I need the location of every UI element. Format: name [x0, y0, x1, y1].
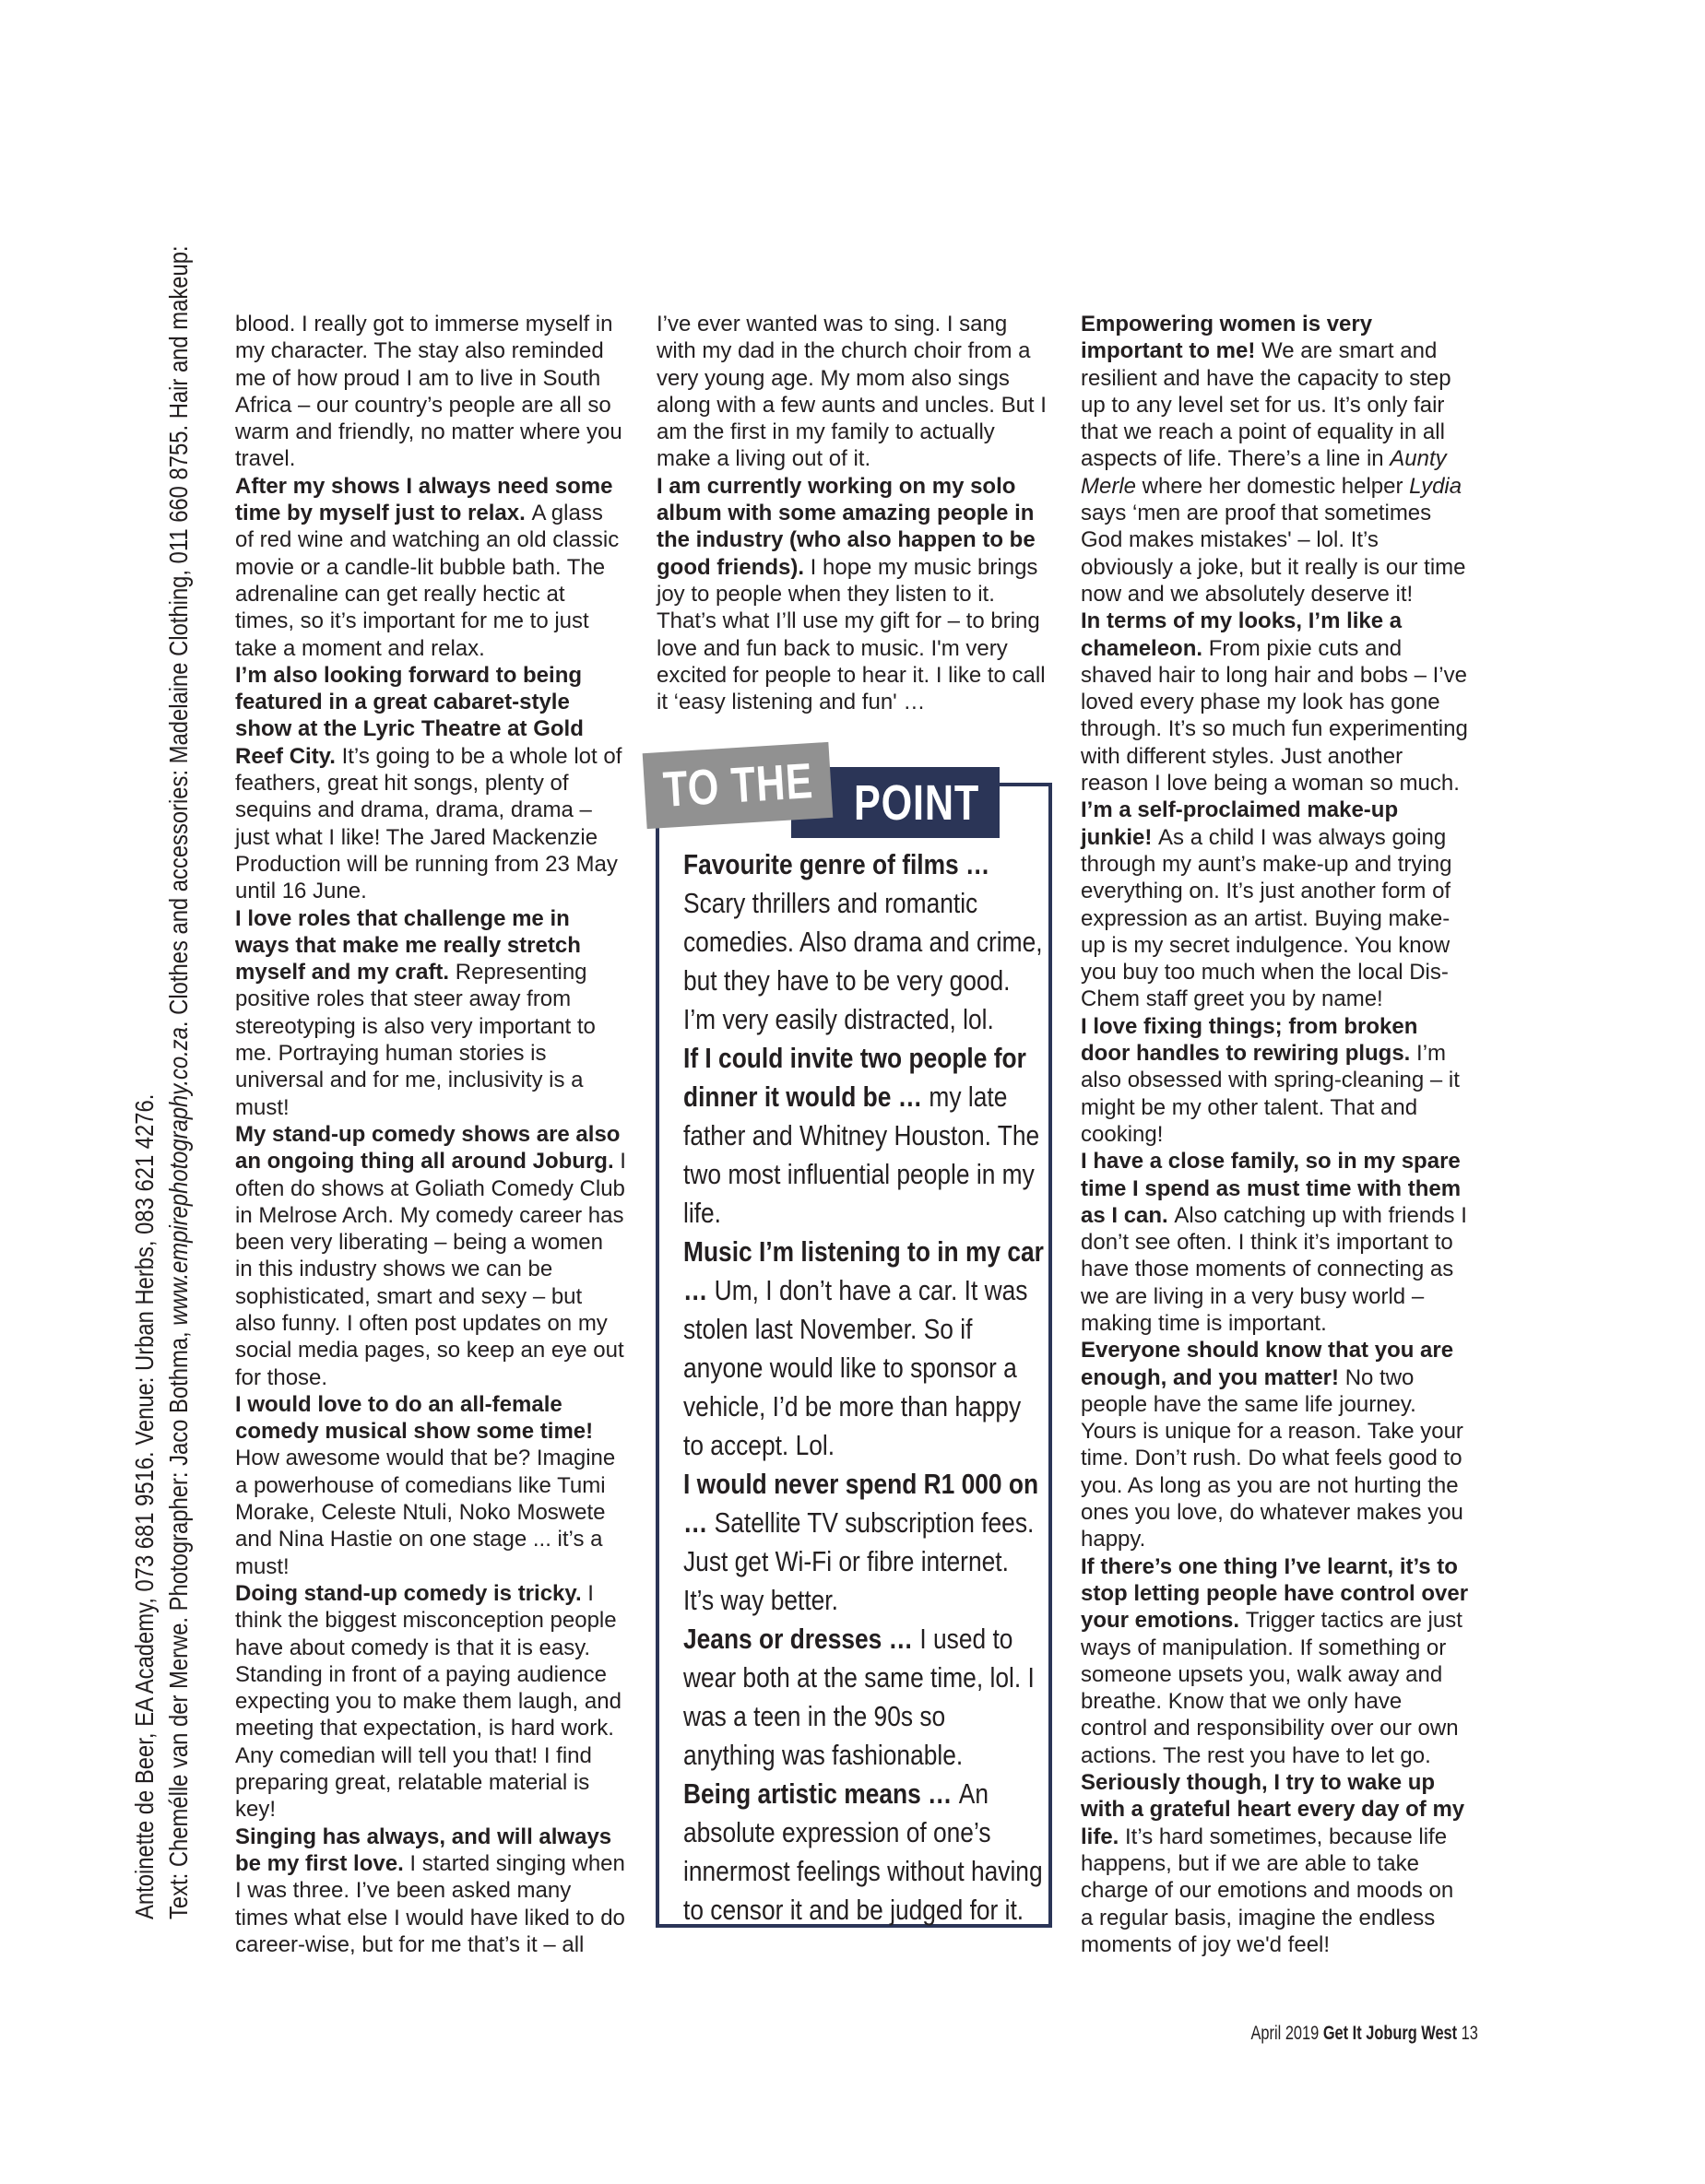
answer: Satellite TV subscription fees. Just get Wi-Fi or fibre internet. It’s way better.: [683, 1506, 1035, 1616]
footer-text: [1251, 2023, 1478, 2045]
point-label: POINT: [853, 774, 979, 831]
qa-list: [683, 845, 1044, 1930]
paragraph: In terms of my looks, I’m like a chameleon. From pixie cuts and shaved hair to long hair and bobs – I’ve loved every phase my look has gone through. It’s so much fun experimenting with different styles. Just another reason I love being a woman so much.: [1081, 608, 1468, 797]
paragraph: Empowering women is very important to me! We are smart and resilient and have the capacity to step up to any level set for us. It’s only fair that we reach a point of equality in all aspects of life. There’s a line in Aunty Merle where her domestic helper Lydia says ‘men are proof that sometimes God makes mistakes' – lol. It’s obviously a joke, but it really is our time now and we absolutely deserve it!: [1081, 312, 1466, 607]
to-the-label: TO THE: [661, 753, 814, 818]
column-right: [1081, 311, 1472, 1958]
qa-item: [683, 845, 1044, 1039]
qa-item: [683, 1465, 1044, 1620]
paragraph: I am currently working on my solo album with some amazing people in the industry (who also happen to be good friends). I hope my music brings joy to people when they listen to it. That’s what I’ll use my gift for – to bring love and fun back to music. I'm very excited for people to hear it. I like to call it ‘easy listening and fun' …: [657, 473, 1046, 715]
qa-item: [683, 1775, 1044, 1930]
credits-line-inner: Text: Chemélle van der Merwe. Photographer: Jaco Bothma, www.empirephotography.co.za. Clothes and accessories: Madelaine Clothing, 011 660 8755. Hair and makeup:: [164, 245, 193, 1919]
question: I would never spend R1 000 on …: [683, 1468, 1039, 1539]
question: Favourite genre of films …: [683, 848, 990, 880]
qa-item: [683, 1620, 1044, 1775]
column-left: [235, 311, 626, 1958]
paragraph: Everyone should know that you are enough, and you matter! No two people have the same life journey. Yours is unique for a reason. Take your time. Don’t rush. Do what feels good to you. As long as you are not hurting the ones you love, do whatever makes you happy.: [1081, 1338, 1463, 1552]
paragraph: I’m also looking forward to being featured in a great cabaret-style show at the Lyric Theatre at Gold Reef City. It’s going to be a whole lot of feathers, great hit songs, plenty of sequins and drama, drama, drama – just what I like! The Jared Mackenzie Production will be running from 23 May until 16 June.: [235, 662, 622, 904]
footer-publication: Get It Joburg West: [1322, 2023, 1458, 2044]
column-middle: [657, 311, 1048, 715]
page-footer: [0, 2023, 1478, 2045]
credits-line-outer: Antoinette de Beer, EA Academy, 073 681 9516. Venue: Urban Herbs, 083 621 4276.: [130, 1093, 159, 1919]
question: If I could invite two people for dinner it would be …: [683, 1042, 1026, 1113]
paragraph: I would love to do an all-female comedy musical show some time! How awesome would that be? Imagine a powerhouse of comedians like Tumi Morake, Celeste Ntuli, Noko Moswete and Nina Hastie on one stage ... it’s a must!: [235, 1391, 616, 1579]
paragraph: blood. I really got to immerse myself in my character. The stay also reminded me of how proud I am to live in South Africa – our country’s people are all so warm and friendly, no matter where you travel.: [235, 312, 622, 472]
to-the-label-chip: [643, 742, 834, 829]
paragraph: I love roles that challenge me in ways that make me really stretch myself and my craft. Representing positive roles that steer away from stereotyping is also very important to me. Portraying human stories is universal and for me, inclusivity is a must!: [235, 905, 596, 1120]
paragraph: I’m a self-proclaimed make-up junkie! As a child I was always going through my aunt’s make-up and trying everything on. It’s just another form of expression as an artist. Buying make-up is my secret indulgence. You know you buy too much when the local Dis-Chem staff greet you by name!: [1081, 797, 1452, 1012]
answer: Scary thrillers and romantic comedies. Also drama and crime, but they have to be very good. I’m very easily distracted, lol.: [683, 887, 1043, 1035]
question: Being artistic means …: [683, 1777, 953, 1810]
paragraph: I have a close family, so in my spare time I spend as must time with them as I can. Also catching up with friends I don’t see often. I think it’s important to have those moments of connecting as we are living in a very busy world – making time is important.: [1081, 1149, 1467, 1336]
paragraph: I love fixing things; from broken door handles to rewiring plugs. I’m also obsessed with spring-cleaning – it might be my other talent. That and cooking!: [1081, 1013, 1460, 1147]
footer-page-number: 13: [1461, 2023, 1478, 2044]
paragraph: If there’s one thing I’ve learnt, it’s to stop letting people have control over your emotions. Trigger tactics are just ways of manipulation. If something or someone upsets you, walk away and breathe. Know that we only have control and responsibility over our own actions. The rest you have to let go.: [1081, 1553, 1469, 1768]
question: Jeans or dresses …: [683, 1623, 914, 1655]
answer: An absolute expression of one’s innermost feelings without having to censor it and be judged for it.: [683, 1777, 1043, 1926]
qa-item: [683, 1233, 1044, 1465]
paragraph: I’ve ever wanted was to sing. I sang with my dad in the church choir from a very young age. My mom also sings along with a few aunts and uncles. But I am the first in my family to actually make a living out of it.: [657, 312, 1047, 472]
photo-credits: [127, 245, 195, 1919]
answer: Um, I don’t have a car. It was stolen last November. So if anyone would like to sponsor a vehicle, I’d be more than happy to accept. Lol.: [683, 1274, 1028, 1461]
answer: my late father and Whitney Houston. The two most influential people in my life.: [683, 1080, 1040, 1229]
question: Music I’m listening to in my car …: [683, 1235, 1044, 1306]
paragraph: Seriously though, I try to wake up with a grateful heart every day of my life. It’s hard sometimes, because life happens, but if we are able to take charge of our emotions and moods on a regular basis, imagine the endless moments of joy we'd feel!: [1081, 1770, 1465, 1957]
paragraph: Singing has always, and will always be my first love. I started singing when I was three. I’ve been asked many times what else I would have liked to do career-wise, but for me that’s it – all: [235, 1824, 625, 1957]
to-the-point-box: [656, 753, 1052, 1928]
qa-item: [683, 1039, 1044, 1233]
answer: I used to wear both at the same time, lol. I was a teen in the 90s so anything was fashionable.: [683, 1623, 1035, 1771]
paragraph: Doing stand-up comedy is tricky. I think the biggest misconception people have about comedy is that it is easy. Standing in front of a paying audience expecting you to make them laugh, and meeting that expectation, is hard work. Any comedian will tell you that! I find preparing great, relatable material is key!: [235, 1580, 622, 1823]
footer-issue: April 2019: [1250, 2023, 1320, 2044]
paragraph: My stand-up comedy shows are also an ongoing thing all around Joburg. I often do shows at Goliath Comedy Club in Melrose Arch. My comedy career has been very liberating – being a women in this industry shows we can be sophisticated, smart and sexy – but also funny. I often post updates on my social media pages, so keep an eye out for those.: [235, 1121, 626, 1390]
paragraph: After my shows I always need some time by myself just to relax. A glass of red wine and watching an old classic movie or a candle-lit bubble bath. The adrenaline can get really hectic at times, so it’s important for me to just take a moment and relax.: [235, 473, 620, 661]
